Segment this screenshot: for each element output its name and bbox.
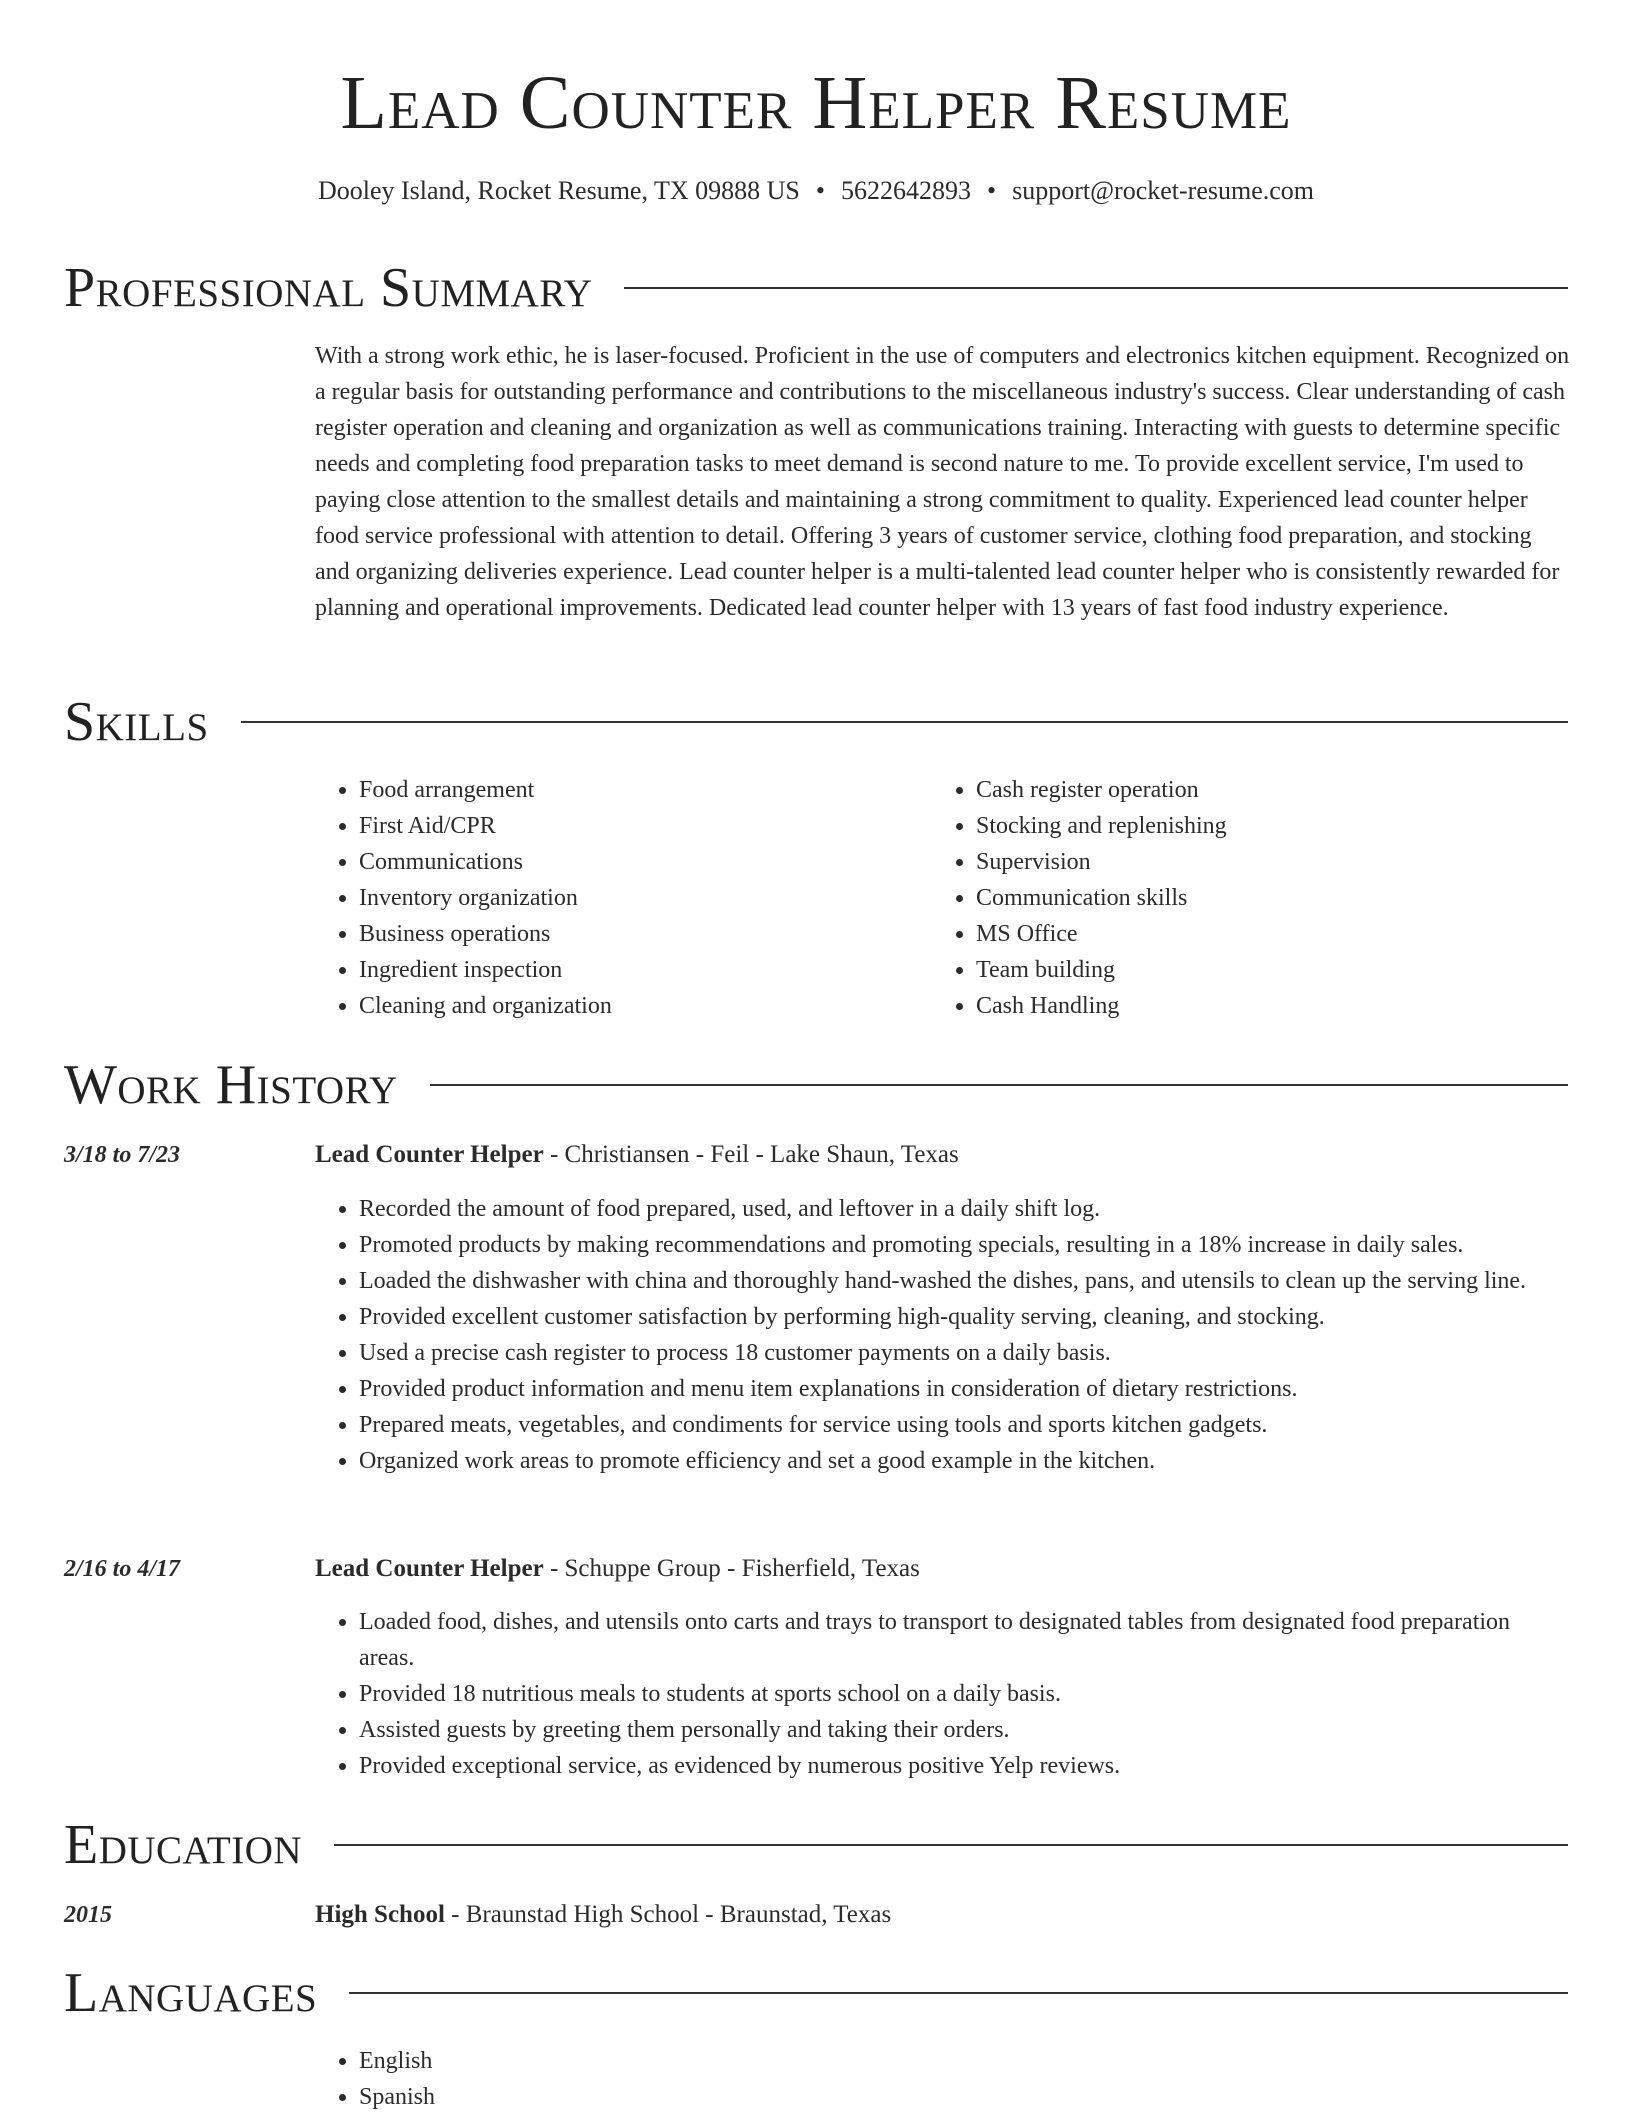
skill-item: • Cash Handling: [976, 988, 1492, 1024]
job-bullets: [315, 1604, 1570, 1784]
section-divider: [430, 1084, 1568, 1086]
section-divider: [334, 1844, 1568, 1846]
contact-phone: 5622642893: [841, 176, 971, 205]
job-bullet: • Provided 18 nutritious meals to students at sports school on a daily basis.: [359, 1676, 1570, 1712]
skill-item: • Cleaning and organization: [359, 988, 875, 1024]
skills-list-right: [932, 772, 1492, 1024]
skill-item: • Communication skills: [976, 880, 1492, 916]
skills-list-left: [315, 772, 875, 1024]
job-title: Lead Counter Helper: [315, 1555, 544, 1582]
job-bullet: • Organized work areas to promote efficiency and set a good example in the kitchen.: [359, 1443, 1570, 1479]
job-employer: - Christiansen - Feil - Lake Shaun, Texas: [543, 1141, 959, 1168]
job-bullet: • Promoted products by making recommendations and promoting specials, resulting in a 18% increase in daily sales.: [359, 1227, 1570, 1263]
education-year: 2015: [64, 1902, 112, 1928]
job-bullet: • Provided product information and menu item explanations in consideration of dietary restrictions.: [359, 1371, 1570, 1407]
languages-section-header: [64, 1961, 1568, 2025]
job-bullet: • Assisted guests by greeting them personally and taking their orders.: [359, 1712, 1570, 1748]
skill-item: • Communications: [359, 844, 875, 880]
job-heading: [315, 1137, 959, 1173]
skill-item: • Stocking and replenishing: [976, 808, 1492, 844]
education-school: - Braunstad High School - Braunstad, Texas: [444, 1901, 892, 1928]
job-dates: 2/16 to 4/17: [64, 1556, 181, 1582]
contact-line: [0, 174, 1632, 208]
section-divider: [349, 1992, 1568, 1994]
contact-email: support@rocket-resume.com: [1012, 176, 1315, 205]
contact-separator: •: [815, 176, 825, 205]
skills-column-left: [315, 772, 875, 1024]
language-item: • Spanish: [359, 2079, 1570, 2115]
job-bullet: • Loaded the dishwasher with china and thoroughly hand-washed the dishes, pans, and utensils to clean up the serving line.: [359, 1263, 1570, 1299]
contact-address: Dooley Island, Rocket Resume, TX 09888 US: [317, 176, 800, 205]
job-bullet: • Provided exceptional service, as evidenced by numerous positive Yelp reviews.: [359, 1748, 1570, 1784]
job-bullet: • Recorded the amount of food prepared, used, and leftover in a daily shift log.: [359, 1191, 1570, 1227]
contact-separator: •: [987, 176, 997, 205]
skill-item: • Team building: [976, 952, 1492, 988]
work-section-header: [64, 1053, 1568, 1117]
job-bullet: • Loaded food, dishes, and utensils onto carts and trays to transport to designated tables from designated food preparation areas.: [359, 1604, 1570, 1676]
resume-title: Lead Counter Helper Resume: [340, 61, 1292, 145]
skill-item: • Inventory organization: [359, 880, 875, 916]
skill-item: • Ingredient inspection: [359, 952, 875, 988]
skill-item: • Food arrangement: [359, 772, 875, 808]
job-bullet: • Used a precise cash register to process 18 customer payments on a daily basis.: [359, 1335, 1570, 1371]
skills-section-header: [64, 690, 1568, 754]
skill-item: • Supervision: [976, 844, 1492, 880]
job-employer: - Schuppe Group - Fisherfield, Texas: [543, 1555, 920, 1582]
section-divider: [241, 721, 1568, 723]
job-bullet-list: [315, 1604, 1570, 1784]
summary-text: With a strong work ethic, he is laser-focused. Proficient in the use of computers and electronics kitchen equipment. Recognized on a regular basis for outstanding performance and contributions to the miscellaneous industry's success. Clear understanding of cash register operation and cleaning and organization as well as communications training. Interacting with guests to determine specific needs and completing food preparation tasks to meet demand is second nature to me. To provide excellent service, I'm used to paying close attention to the smallest details and maintaining a strong commitment to quality. Experienced lead counter helper food service professional with attention to detail. Offering 3 years of customer service, clothing food preparation, and stocking and organizing deliveries experience. Lead counter helper is a multi-talented lead counter helper who is consistently rewarded for planning and operational improvements. Dedicated lead counter helper with 13 years of fast food industry experience.: [315, 343, 1570, 621]
language-item: • English: [359, 2043, 1570, 2079]
education-heading: Education: [64, 1814, 303, 1876]
job-bullet-list: [315, 1191, 1570, 1479]
section-divider: [624, 287, 1568, 289]
education-section-header: [64, 1813, 1568, 1877]
skills-heading: Skills: [64, 691, 209, 753]
skill-item: • Business operations: [359, 916, 875, 952]
summary-heading: Professional Summary: [64, 257, 593, 319]
languages-heading: Languages: [64, 1962, 318, 2024]
job-heading: [315, 1551, 920, 1587]
job-title: Lead Counter Helper: [315, 1141, 544, 1168]
skills-column-right: [932, 772, 1492, 1024]
skill-item: • MS Office: [976, 916, 1492, 952]
job-bullets: [315, 1191, 1570, 1479]
education-heading-line: [315, 1897, 891, 1933]
work-heading: Work History: [64, 1054, 398, 1116]
job-dates: 3/18 to 7/23: [64, 1142, 181, 1168]
education-degree: High School: [315, 1901, 445, 1928]
skill-item: • Cash register operation: [976, 772, 1492, 808]
job-bullet: • Provided excellent customer satisfaction by performing high-quality serving, cleaning, and stocking.: [359, 1299, 1570, 1335]
summary-section-header: [64, 256, 1568, 320]
languages-list-container: [315, 2043, 1570, 2115]
skill-item: • First Aid/CPR: [359, 808, 875, 844]
languages-list: [315, 2043, 1570, 2115]
job-bullet: • Prepared meats, vegetables, and condiments for service using tools and sports kitchen gadgets.: [359, 1407, 1570, 1443]
